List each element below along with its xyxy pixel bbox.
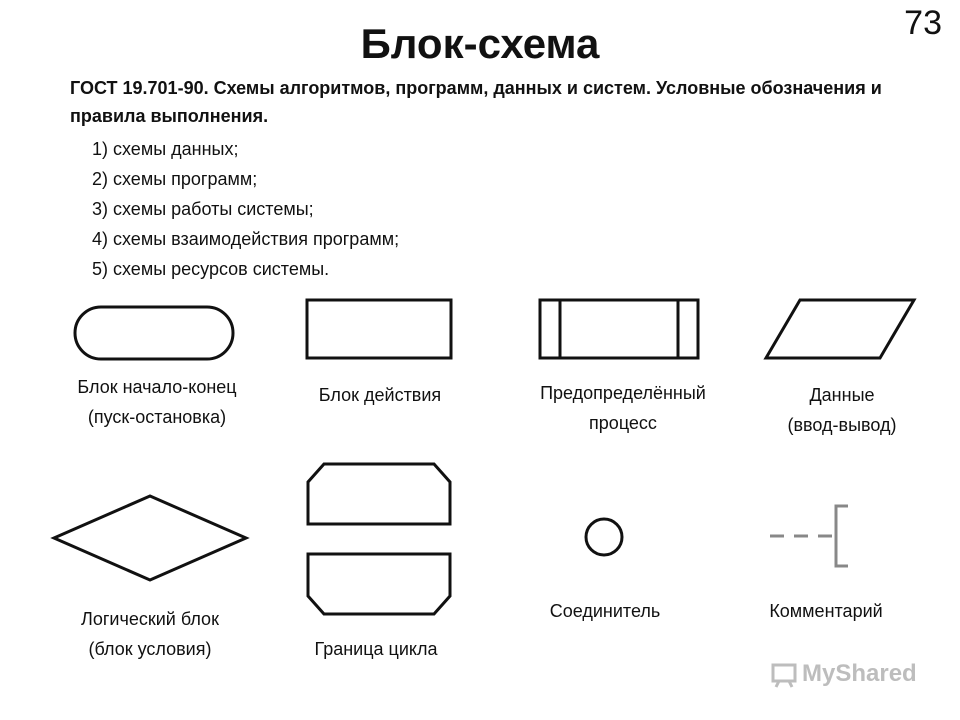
process-shape bbox=[302, 296, 456, 364]
comment-caption: Комментарий bbox=[769, 601, 883, 621]
predefined-process-shape bbox=[536, 296, 704, 364]
list-item: 3) схемы работы системы; bbox=[92, 199, 314, 219]
scheme-types-list bbox=[92, 134, 399, 284]
process-caption: Блок действия bbox=[318, 385, 442, 405]
decision-shape bbox=[48, 492, 252, 586]
connector-shape bbox=[580, 514, 628, 560]
data-io-caption: Данные (ввод-вывод) bbox=[787, 385, 897, 435]
list-item: 4) схемы взаимодействия программ; bbox=[92, 229, 400, 249]
connector-caption: Соединитель bbox=[549, 601, 661, 621]
loop-limit-shape bbox=[302, 460, 456, 618]
decision-caption: Логический блок (блок условия) bbox=[81, 609, 219, 659]
standard-reference: ГОСТ 19.701-90. Схемы алгоритмов, программ, данных и систем. Условные обозначения и правила выполнения. bbox=[70, 78, 882, 126]
comment-shape bbox=[764, 502, 860, 572]
terminator-shape bbox=[70, 302, 240, 366]
list-item: 1) схемы данных; bbox=[92, 139, 239, 159]
page-title: Блок-схема bbox=[360, 20, 600, 67]
terminator-caption: Блок начало-конец (пуск-остановка) bbox=[77, 377, 237, 427]
predefined-process-caption: Предопределённый процесс bbox=[540, 383, 706, 433]
data-io-shape bbox=[762, 296, 922, 364]
list-item: 5) схемы ресурсов системы. bbox=[92, 259, 330, 279]
list-item: 2) схемы программ; bbox=[92, 169, 258, 189]
page-number: 73 bbox=[904, 4, 942, 42]
loop-limit-caption: Граница цикла bbox=[314, 639, 438, 659]
presentation-icon bbox=[770, 662, 798, 688]
watermark: MyShared bbox=[770, 660, 917, 688]
